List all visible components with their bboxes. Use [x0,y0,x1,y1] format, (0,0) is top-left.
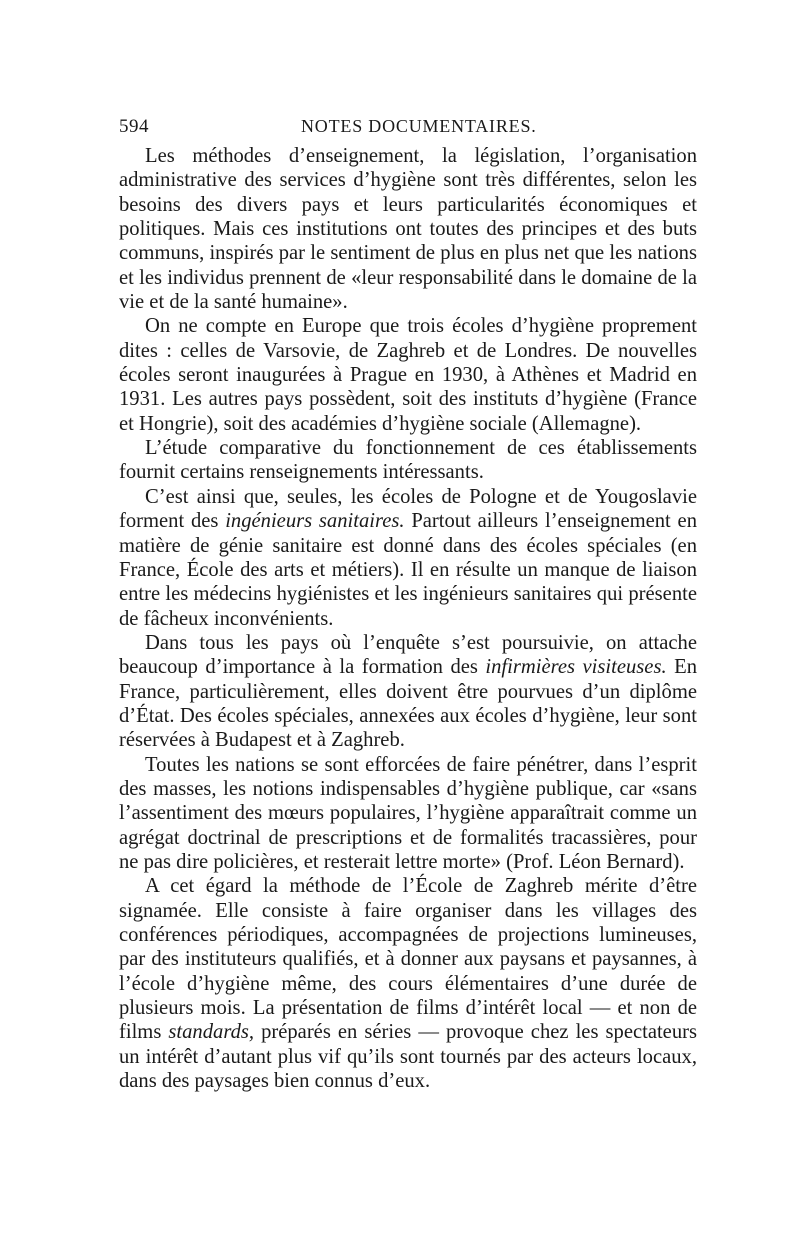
running-head [119,112,697,142]
paragraph-public-hygiene-notions: Toutes les nations se sont efforcées de faire pénétrer, dans l’esprit des masses, les notions indispensables d’hygiène publique, car «sans l’assentiment des mœurs populaires, l’hygiène apparaîtrait comme un agrégat doctrinal de prescriptions et de formalités tracassières, pour ne pas dire policières, et resterait lettre morte» (Prof. Léon Bernard). [119,753,697,873]
italic-term: ingénieurs sanitaires. [225,510,405,533]
paragraph-schools-of-hygiene: On ne compte en Europe que trois écoles d’hygiène proprement dites : celles de Varsovie, de Zaghreb et de Londres. De nouvelles écoles seront inaugurées à Prague en 1930, à Athènes et Madrid en 1931. Les autres pays possèdent, soit des instituts d’hygiène (France et Hongrie), soit des académies d’hygiène sociale (Allemagne). [119,315,697,435]
italic-term: infirmières visiteuses. [485,656,667,679]
paragraph-sanitary-engineers [119,485,697,631]
text-segment: En France, particulièrement, elles doivent être pourvues d’un diplôme d’État. Des écoles spéciales, annexées aux écoles d’hygiène, leur sont réservées à Budapest et à Zaghreb. [119,656,697,752]
paragraph-visiting-nurses [119,631,697,753]
page-number: 594 [119,116,149,137]
document-page [119,112,697,1093]
text-segment: préparés en séries — provoque chez les spectateurs un intérêt d’autant plus vif qu’ils sont tournés par des acteurs locaux, dans des paysages bien connus d’eux. [119,1021,697,1093]
text-segment: A cet égard la méthode de l’École de Zaghreb mérite d’être signamée. Elle consiste à faire organiser dans les villages des conférences périodiques, accompagnées de projections lumineuses, par des instituteurs qualifiés, et à donner aux paysans et paysannes, à l’école d’hygiène même, des cours élémentaires d’une durée de plusieurs mois. La présentation de films d’intérêt local — et non de films [119,875,697,1044]
text-segment: Partout ailleurs l’enseignement en matière de génie sanitaire est donné dans des écoles spéciales (en France, École des arts et métiers). Il en résulte un manque de liaison entre les médecins hygiénistes et les ingénieurs sanitaires qui présente de fâcheux inconvénients. [119,510,697,630]
body-text [119,144,697,1093]
text-segment: Dans tous les pays où l’enquête s’est poursuivie, on attache beaucoup d’importance à la formation des [119,631,697,679]
paragraph-zaghreb-method [119,874,697,1093]
paragraph-comparative-study: L’étude comparative du fonctionnement de ces établissements fournit certains renseignements intéressants. [119,437,697,484]
italic-term: standards, [168,1021,255,1044]
paragraph-hygiene-institutions: Les méthodes d’enseignement, la législation, l’organisation administrative des services d’hygiène sont très différentes, selon les besoins des divers pays et leurs particularités économiques et politiques. Mais ces institutions ont toutes des principes et des buts communs, inspirés par le sentiment de plus en plus net que les nations et les individus prennent de «leur responsabilité dans le domaine de la vie et de la santé humaine». [119,145,697,314]
text-segment: C’est ainsi que, seules, les écoles de Pologne et de Yougoslavie forment des [119,485,697,533]
running-title: NOTES DOCUMENTAIRES. [301,116,537,136]
